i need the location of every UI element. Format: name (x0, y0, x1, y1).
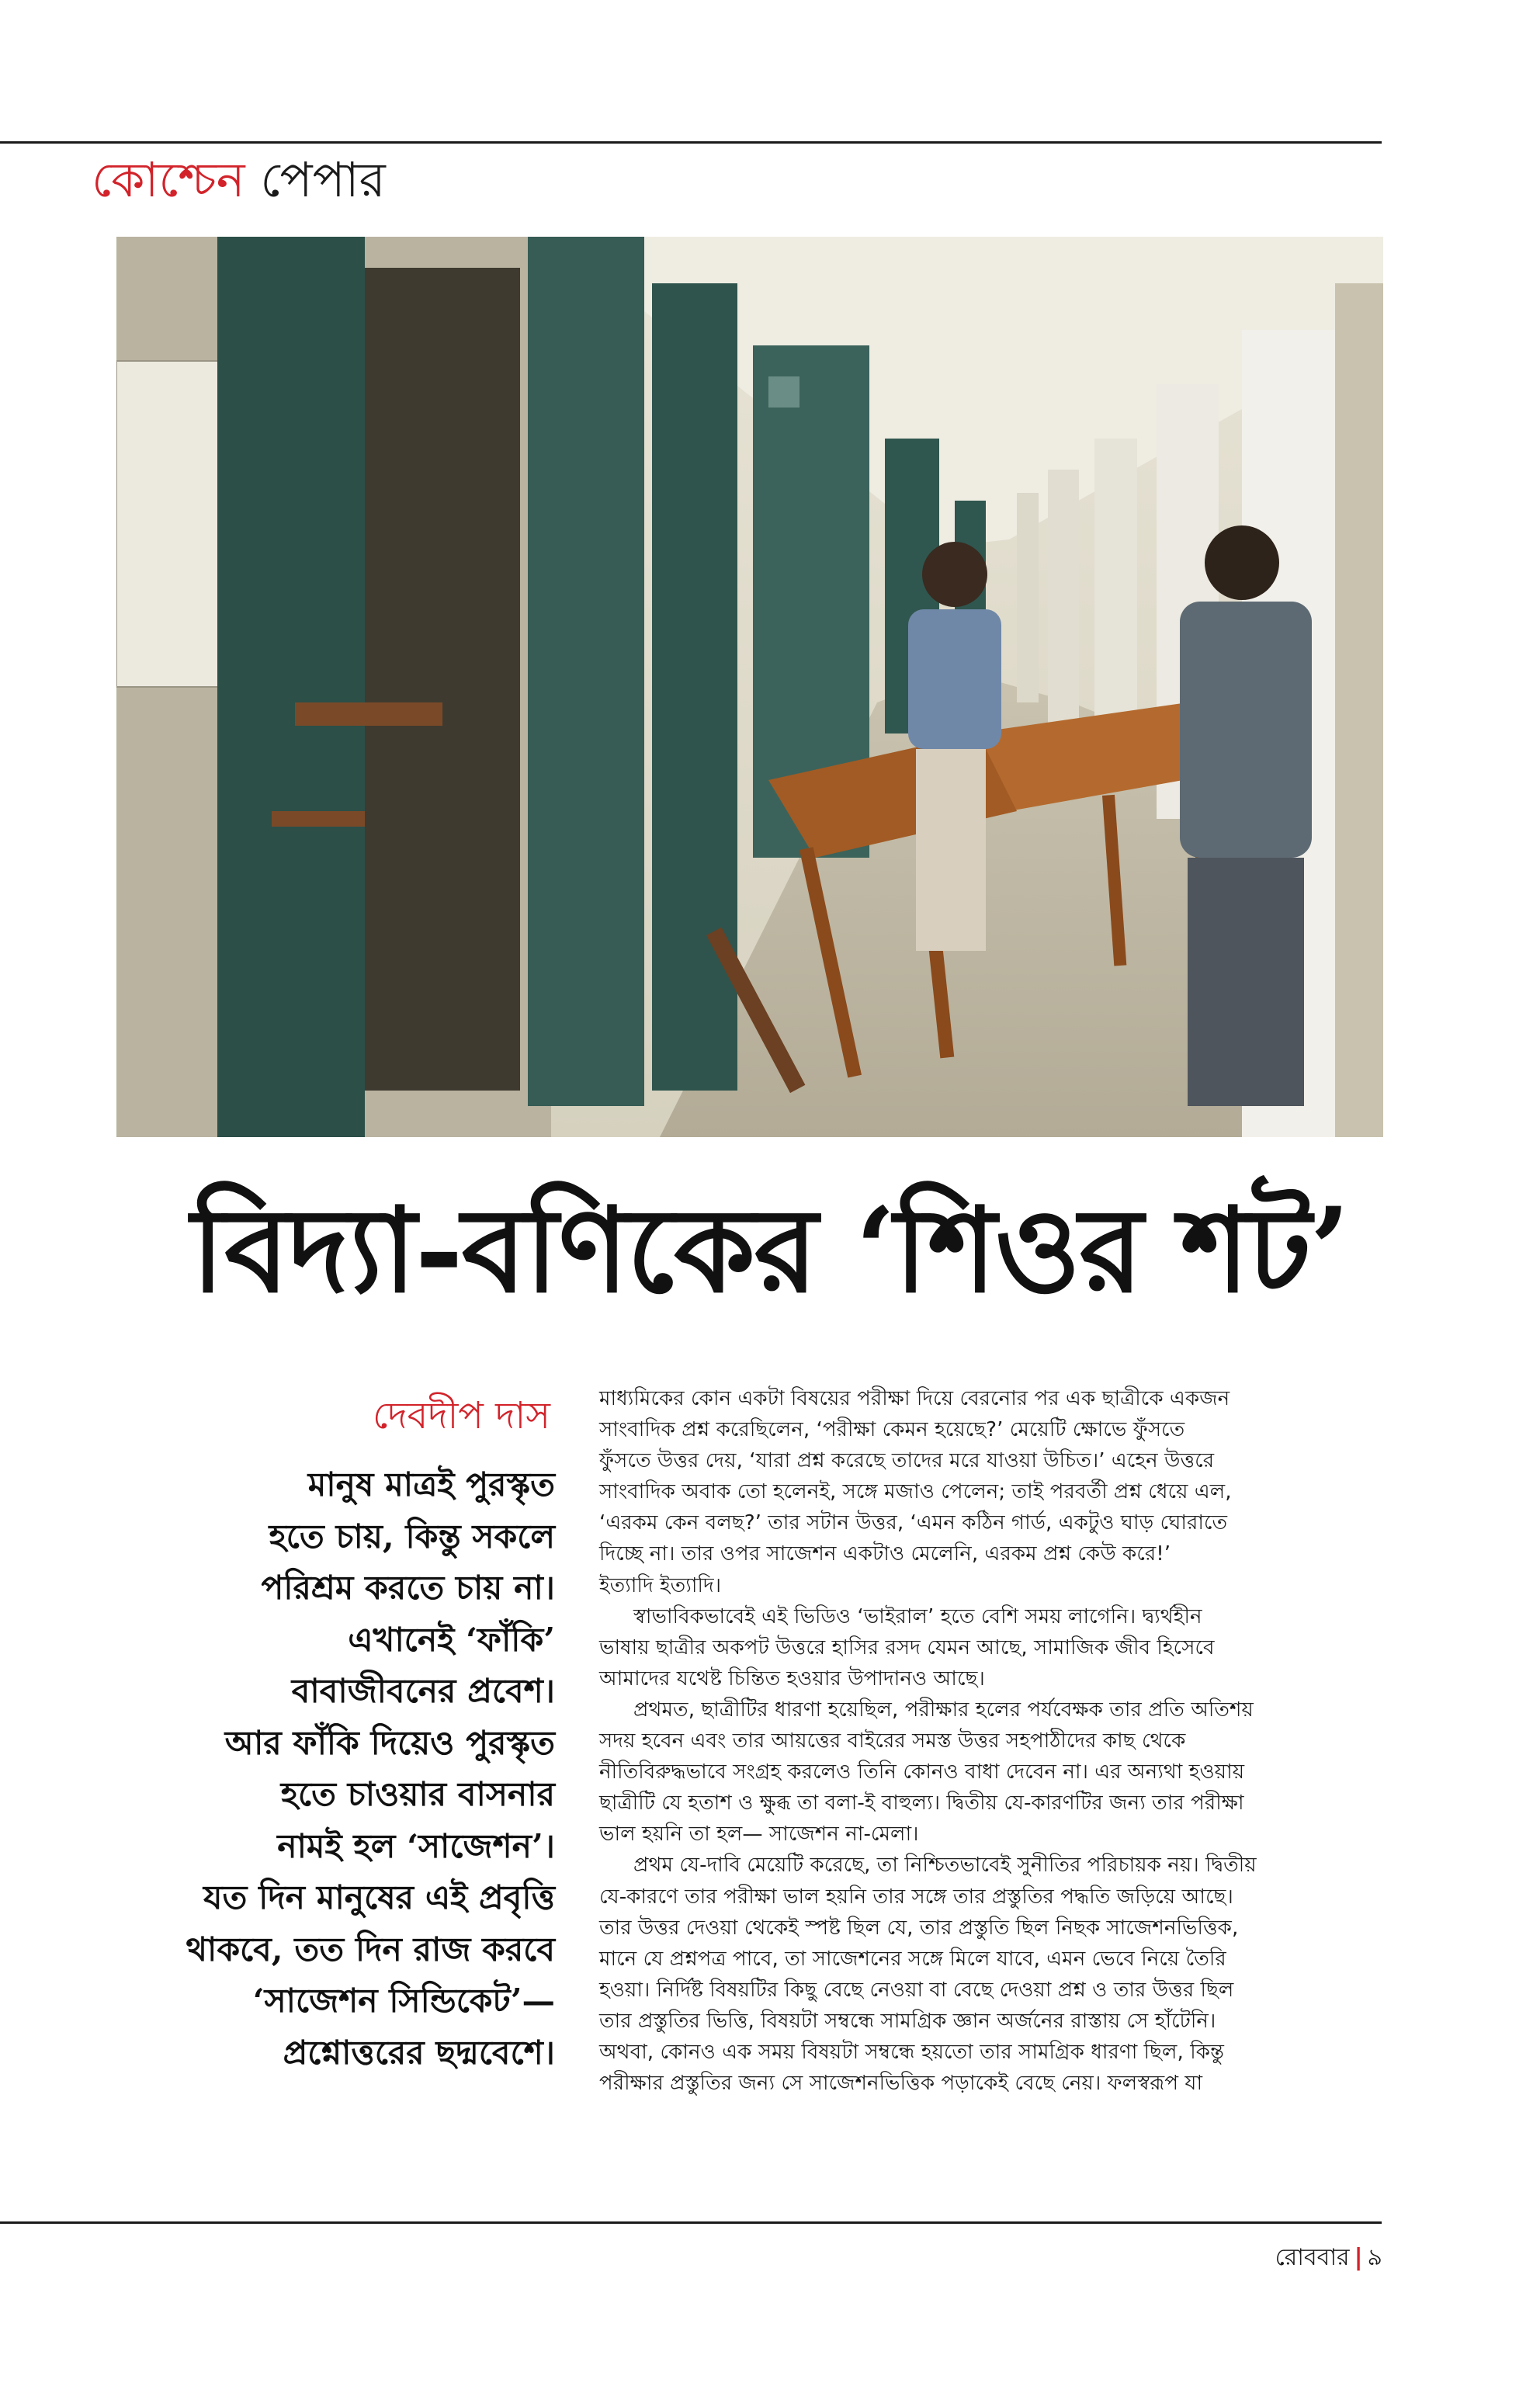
pull-quote-line: থাকবে, তত দিন রাজ করবে (186, 1930, 555, 1969)
article-text-line: সাংবাদিক প্রশ্ন করেছিলেন, ‘পরীক্ষা কেমন হয়েছে?’ মেয়েটি ক্ষোভে ফুঁসতে (599, 1418, 1185, 1442)
pull-quote (116, 1459, 555, 2079)
folio-separator: | (1354, 2244, 1363, 2271)
article-text-line: আমাদের যথেষ্ট চিন্তিত হওয়ার উপাদানও আছে। (599, 1666, 985, 1691)
pull-quote-line: প্রশ্নোত্তরের ছদ্মবেশে। (283, 2033, 555, 2072)
article-text-line: মাধ্যমিকের কোন একটা বিষয়ের পরীক্ষা দিয়ে বেরনোর পর এক ছাত্রীকে একজন (599, 1387, 1230, 1410)
article-text-line: সদয় হবেন এবং তার আয়ত্তের বাইরের সমস্ত উত্তর সহপাঠীদের কাছ থেকে (599, 1729, 1186, 1753)
article-text-line: ইত্যাদি ইত্যাদি। (599, 1573, 722, 1597)
pull-quote-line: মানুষ মাত্রই পুরস্কৃত (307, 1465, 555, 1504)
top-rule (0, 141, 1382, 144)
section-label-accent: কোশ্চেন (92, 151, 245, 208)
folio-label: রোববার (1275, 2244, 1350, 2271)
article-text-line: পরীক্ষার প্রস্তুতির জন্য সে সাজেশনভিত্তিক পড়াকেই বেছে নেয়। ফলস্বরূপ যা (599, 2072, 1203, 2096)
byline: দেবদীপ দাস (372, 1394, 550, 1438)
article-text-line: তার প্রস্তুতির ভিত্তি, বিষয়টা সম্বন্ধে সামগ্রিক জ্ঞান অর্জনের রাস্তায় সে হাঁটেনি। (599, 2009, 1216, 2033)
article-text-line: প্রথমত, ছাত্রীটির ধারণা হয়েছিল, পরীক্ষার হলের পর্যবেক্ষক তার প্রতি অতিশয় (633, 1698, 1254, 1722)
article-text-line: ভাল হয়নি তা হল— সাজেশন না-মেলা। (599, 1822, 919, 1847)
pull-quote-line: এখানেই ‘ফাঁকি’ (348, 1620, 555, 1659)
article-body (599, 1383, 1391, 2099)
article-text-line: হওয়া। নির্দিষ্ট বিষয়টির কিছু বেছে নেওয়া বা বেছে দেওয়া প্রশ্ন ও তার উত্তর ছিল (599, 1978, 1234, 2002)
article-text-line: ভাষায় ছাত্রীর অকপট উত্তরে হাসির রসদ যেমন আছে, সামাজিক জীব হিসেবে (599, 1635, 1215, 1659)
article-text-line: মানে যে প্রশ্নপত্র পাবে, তা সাজেশনের সঙ্গে মিলে যাবে, এমন ভেবে নিয়ে তৈরি (599, 1947, 1226, 1971)
article-text-line: অথবা, কোনও এক সময় বিষয়টা সম্বন্ধে হয়তো তার সামগ্রিক ধারণা ছিল, কিন্তু (599, 2040, 1225, 2064)
article-text-line: ছাত্রীটি যে হতাশ ও ক্ষুব্ধ তা বলা-ই বাহুল্য। দ্বিতীয় যে-কারণটির জন্য তার পরীক্ষা (599, 1791, 1244, 1816)
page-folio (1275, 2239, 1382, 2278)
pull-quote-line: যত দিন মানুষের এই প্রবৃত্তি (203, 1878, 555, 1917)
pull-quote-line: আর ফাঁকি দিয়েও পুরস্কৃত (224, 1723, 555, 1763)
article-text-line: ‘এরকম কেন বলছ?’ তার সটান উত্তর, ‘এমন কঠিন গার্ড, একটুও ঘাড় ঘোরাতে (599, 1511, 1228, 1535)
pull-quote-line: বাবাজীবনের প্রবেশ। (291, 1672, 555, 1711)
article-text-line: ফুঁসতে উত্তর দেয়, ‘যারা প্রশ্ন করেছে তাদের মরে যাওয়া উচিত।’ এহেন উত্তরে (599, 1449, 1215, 1473)
section-label (92, 151, 386, 208)
article-text-line: নীতিবিরুদ্ধভাবে সংগ্রহ করলেও তিনি কোনও বাধা দেবেন না। এর অন্যথা হওয়ায় (599, 1760, 1245, 1784)
article-text-line: তার উত্তর দেওয়া থেকেই স্পষ্ট ছিল যে, তার প্রস্তুতি ছিল নিছক সাজেশনভিত্তিক, (599, 1916, 1239, 1940)
article-text-line: প্রথম যে-দাবি মেয়েটি করেছে, তা নিশ্চিতভাবেই সুনীতির পরিচায়ক নয়। দ্বিতীয় (633, 1854, 1257, 1878)
pull-quote-line: হতে চাওয়ার বাসনার (280, 1775, 555, 1814)
bottom-rule (0, 2221, 1382, 2224)
folio-page-number: ৯ (1367, 2244, 1382, 2271)
pull-quote-line: হতে চায়, কিন্তু সকলে (269, 1517, 555, 1556)
article-text-line: সাংবাদিক অবাক তো হলেনই, সঙ্গে মজাও পেলেন; তাই পরবর্তী প্রশ্ন ধেয়ে এল, (599, 1480, 1232, 1504)
pull-quote-line: পরিশ্রম করতে চায় না। (261, 1569, 555, 1607)
article-text-line: স্বাভাবিকভাবেই এই ভিডিও ‘ভাইরাল’ হতে বেশি সময় লাগেনি। দ্ব্যর্থহীন (633, 1604, 1202, 1628)
article-text-line: দিচ্ছে না। তার ওপর সাজেশন একটাও মেলেনি, এরকম প্রশ্ন কেউ করে!’ (599, 1542, 1171, 1566)
pull-quote-line: নামই হল ‘সাজেশন’। (277, 1826, 555, 1866)
article-text-line: যে-কারণে তার পরীক্ষা ভাল হয়নি তার সঙ্গে তার প্রস্তুতির পদ্ধতি জড়িয়ে আছে। (599, 1885, 1233, 1909)
lead-photo (116, 237, 1383, 1137)
headline: বিদ্যা-বণিকের ‘শিওর শট’ (191, 1182, 1349, 1319)
photo-illustration-icon (116, 237, 1383, 1137)
section-label-plain: পেপার (260, 151, 386, 208)
pull-quote-line: ‘সাজেশন সিন্ডিকেট’— (252, 1982, 555, 2020)
